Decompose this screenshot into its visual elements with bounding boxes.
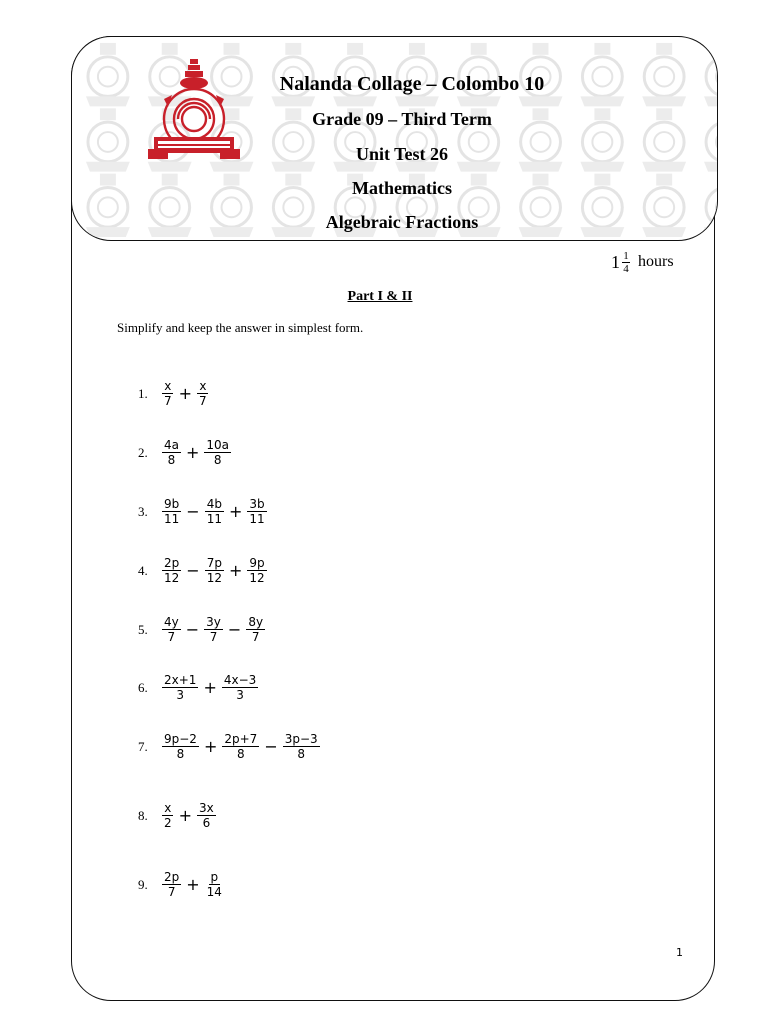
denominator: 8 [167,453,176,467]
denominator: 8 [297,747,306,761]
header-banner [71,36,718,241]
instruction-text: Simplify and keep the answer in simplest form. [117,320,364,335]
duration-fraction [622,250,630,275]
numerator: p [210,870,219,884]
numerator: 9p−2 [164,732,197,746]
question-item [138,379,211,408]
expression [160,870,226,899]
question-item [138,673,260,702]
question-item [138,801,218,830]
question-number: 9. [138,876,148,892]
question-number: 7. [138,738,148,754]
question-number: 6. [138,679,148,695]
fraction [162,497,181,526]
expression [160,732,322,761]
numerator: 4y [164,615,179,629]
question-item [138,615,267,644]
denominator: 7 [199,394,207,408]
question-number: 8. [138,807,148,823]
numerator: x [164,801,172,815]
denominator: 7 [167,630,176,644]
expression [160,379,211,408]
operator: + [228,561,243,580]
fraction [162,732,199,761]
operator: + [186,875,200,894]
operator: − [186,561,200,580]
fraction [197,379,209,408]
unit-test-title: Unit Test 26 [355,144,449,164]
fraction [222,673,258,702]
operator: + [178,806,193,825]
fraction [205,556,224,585]
operator: − [186,502,200,521]
numerator: 2x+1 [164,673,197,687]
expression [160,673,260,702]
question-number: 3. [138,503,148,519]
school-name: Nalanda Collage – Colombo 10 [279,73,545,95]
denominator: 7 [251,630,260,644]
part-heading: Part I & II [347,289,413,304]
fraction [162,556,181,585]
fraction [222,732,259,761]
numerator: 2p+7 [224,732,258,746]
question-number: 5. [138,621,148,637]
numerator: 2p [164,556,180,570]
denominator: 7 [167,885,176,899]
fraction [162,673,198,702]
denominator: 11 [206,512,222,526]
operator: + [178,384,193,403]
test-duration [611,246,674,278]
numerator: 2p [164,870,180,884]
question-number: 4. [138,562,148,578]
fraction [162,801,174,830]
operator: − [227,620,242,639]
denominator: 3 [176,688,185,702]
expression [160,801,218,830]
denominator: 14 [206,885,222,899]
duration-whole: 1 [611,251,620,272]
question-item [138,732,322,761]
operator: − [264,737,278,756]
numerator: 4b [206,497,222,511]
fraction [162,870,181,899]
operator: − [185,620,200,639]
fraction [247,497,266,526]
numerator: 4x−3 [223,673,257,687]
page-number: 1 [676,946,683,959]
subject-title: Mathematics [352,178,452,198]
fraction [246,615,265,644]
denominator: 7 [164,394,172,408]
fraction [204,615,223,644]
question-number: 1. [138,385,148,401]
duration-denominator: 4 [623,262,629,275]
operator: + [203,678,217,697]
denominator: 12 [249,571,265,585]
expression [160,438,233,467]
fraction [247,556,266,585]
topic-title: Algebraic Fractions [325,212,479,232]
numerator: 3b [249,497,265,511]
expression [160,497,269,526]
fraction [197,801,216,830]
denominator: 6 [202,816,211,830]
denominator: 12 [164,571,180,585]
numerator: 8y [248,615,264,629]
question-item [138,556,269,585]
duration-numerator: 1 [623,249,629,262]
question-item [138,438,233,467]
denominator: 3 [236,688,244,702]
denominator: 11 [249,512,265,526]
grade-term: Grade 09 – Third Term [312,109,492,129]
operator: + [203,737,218,756]
fraction [205,497,224,526]
question-item [138,870,226,899]
fraction [162,379,174,408]
fraction [162,438,181,467]
numerator: 9p [249,556,265,570]
denominator: 7 [209,630,218,644]
numerator: 3y [206,615,221,629]
numerator: 9b [164,497,180,511]
fraction [162,615,181,644]
operator: + [186,443,200,462]
denominator: 12 [206,571,222,585]
denominator: 8 [237,747,245,761]
numerator: 10a [206,438,230,452]
numerator: x [164,379,172,393]
duration-unit: hours [638,253,674,270]
denominator: 8 [176,747,185,761]
expression [160,556,269,585]
question-number: 2. [138,444,148,460]
denominator: 11 [164,512,180,526]
question-item [138,497,269,526]
numerator: 4a [164,438,179,452]
numerator: 7p [206,556,222,570]
numerator: 3x [199,801,214,815]
fraction [204,438,231,467]
expression [160,615,267,644]
operator: + [228,502,243,521]
denominator: 2 [164,816,172,830]
denominator: 8 [213,453,222,467]
numerator: 3p−3 [284,732,318,746]
fraction [283,732,320,761]
numerator: x [199,379,207,393]
fraction [205,870,224,899]
